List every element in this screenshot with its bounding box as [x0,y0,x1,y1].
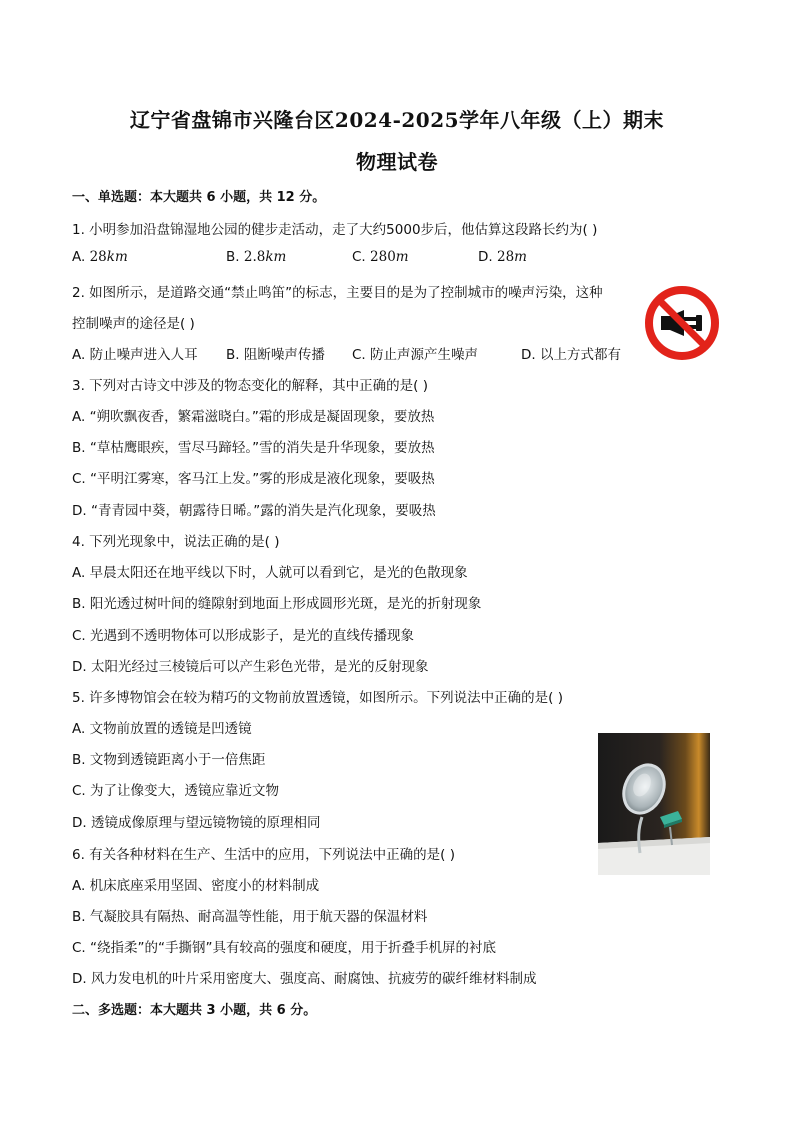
q1-option-c: C. 280m [352,249,409,265]
q4-option-c: C. 光遇到不透明物体可以形成影子，是光的直线传播现象 [72,628,415,644]
question-1-stem: 1. 小明参加沿盘锦湿地公园的健步走活动，走了大约5000步后，他估算这段路长约为( ) [72,222,598,238]
no-honking-sign-icon [644,285,720,361]
document-title: 辽宁省盘锦市兴隆台区2024-2025学年八年级（上）期末 [129,108,665,132]
section-text: 本大题共 3 小题，共 6 分。 [150,1003,317,1018]
q3-option-c: C. “平明江雾寒，客马江上发。”雾的形成是液化现象，要吸热 [72,471,435,487]
section-prefix: 一、单选题： [72,190,151,205]
question-6-stem: 6. 有关各种材料在生产、生活中的应用，下列说法中正确的是( ) [72,847,455,863]
museum-magnifier-photo [598,733,710,875]
q6-option-a: A. 机床底座采用坚固、密度小的材料制成 [72,878,320,894]
q3-option-b: B. “草枯鹰眼疾，雪尽马蹄轻。”雪的消失是升华现象，要放热 [72,440,435,456]
q5-option-d: D. 透镜成像原理与望远镜物镜的原理相同 [72,815,321,831]
question-3-stem: 3. 下列对古诗文中涉及的物态变化的解释，其中正确的是( ) [72,378,428,394]
section-heading-multiple-choice [72,999,316,1018]
q2-option-a: A. 防止噪声进入人耳 [72,347,198,363]
section-text: 本大题共 6 小题，共 12 分。 [150,190,326,205]
question-2-stem-line1: 2. 如图所示，是道路交通“禁止鸣笛”的标志，主要目的是为了控制城市的噪声污染，这种 [72,285,603,301]
q1-option-d: D. 28m [478,249,527,265]
question-4-stem: 4. 下列光现象中，说法正确的是( ) [72,534,280,550]
q2-option-d: D. 以上方式都有 [521,347,621,363]
q6-option-d: D. 风力发电机的叶片采用密度大、强度高、耐腐蚀、抗疲劳的碳纤维材料制成 [72,971,537,987]
q3-option-a: A. “朔吹飘夜香，繁霜滋晓白。”霜的形成是凝固现象，要放热 [72,409,435,425]
section-heading-single-choice [72,186,325,205]
section-prefix: 二、多选题： [72,1003,151,1018]
q4-option-a: A. 早晨太阳还在地平线以下时，人就可以看到它，是光的色散现象 [72,565,468,581]
q5-option-a: A. 文物前放置的透镜是凹透镜 [72,721,252,737]
q1-option-b: B. 2.8km [226,249,287,265]
question-2-stem-line2: 控制噪声的途径是( ) [72,316,195,332]
q6-option-c: C. “绕指柔”的“手撕钢”具有较高的强度和硬度，用于折叠手机屏的衬底 [72,940,496,956]
q4-option-d: D. 太阳光经过三棱镜后可以产生彩色光带，是光的反射现象 [72,659,429,675]
q3-option-d: D. “青青园中葵，朝露待日晞。”露的消失是汽化现象，要吸热 [72,503,436,519]
q4-option-b: B. 阳光透过树叶间的缝隙射到地面上形成圆形光斑，是光的折射现象 [72,596,482,612]
q2-option-c: C. 防止声源产生噪声 [352,347,479,363]
q1-option-a: A. 28km [72,249,128,265]
q6-option-b: B. 气凝胶具有隔热、耐高温等性能，用于航天器的保温材料 [72,909,428,925]
question-5-stem: 5. 许多博物馆会在较为精巧的文物前放置透镜，如图所示。下列说法中正确的是( ) [72,690,563,706]
q5-option-c: C. 为了让像变大，透镜应靠近文物 [72,783,280,799]
document-subtitle: 物理试卷 [356,150,438,174]
q2-option-b: B. 阻断噪声传播 [226,347,325,363]
q5-option-b: B. 文物到透镜距离小于一倍焦距 [72,752,266,768]
